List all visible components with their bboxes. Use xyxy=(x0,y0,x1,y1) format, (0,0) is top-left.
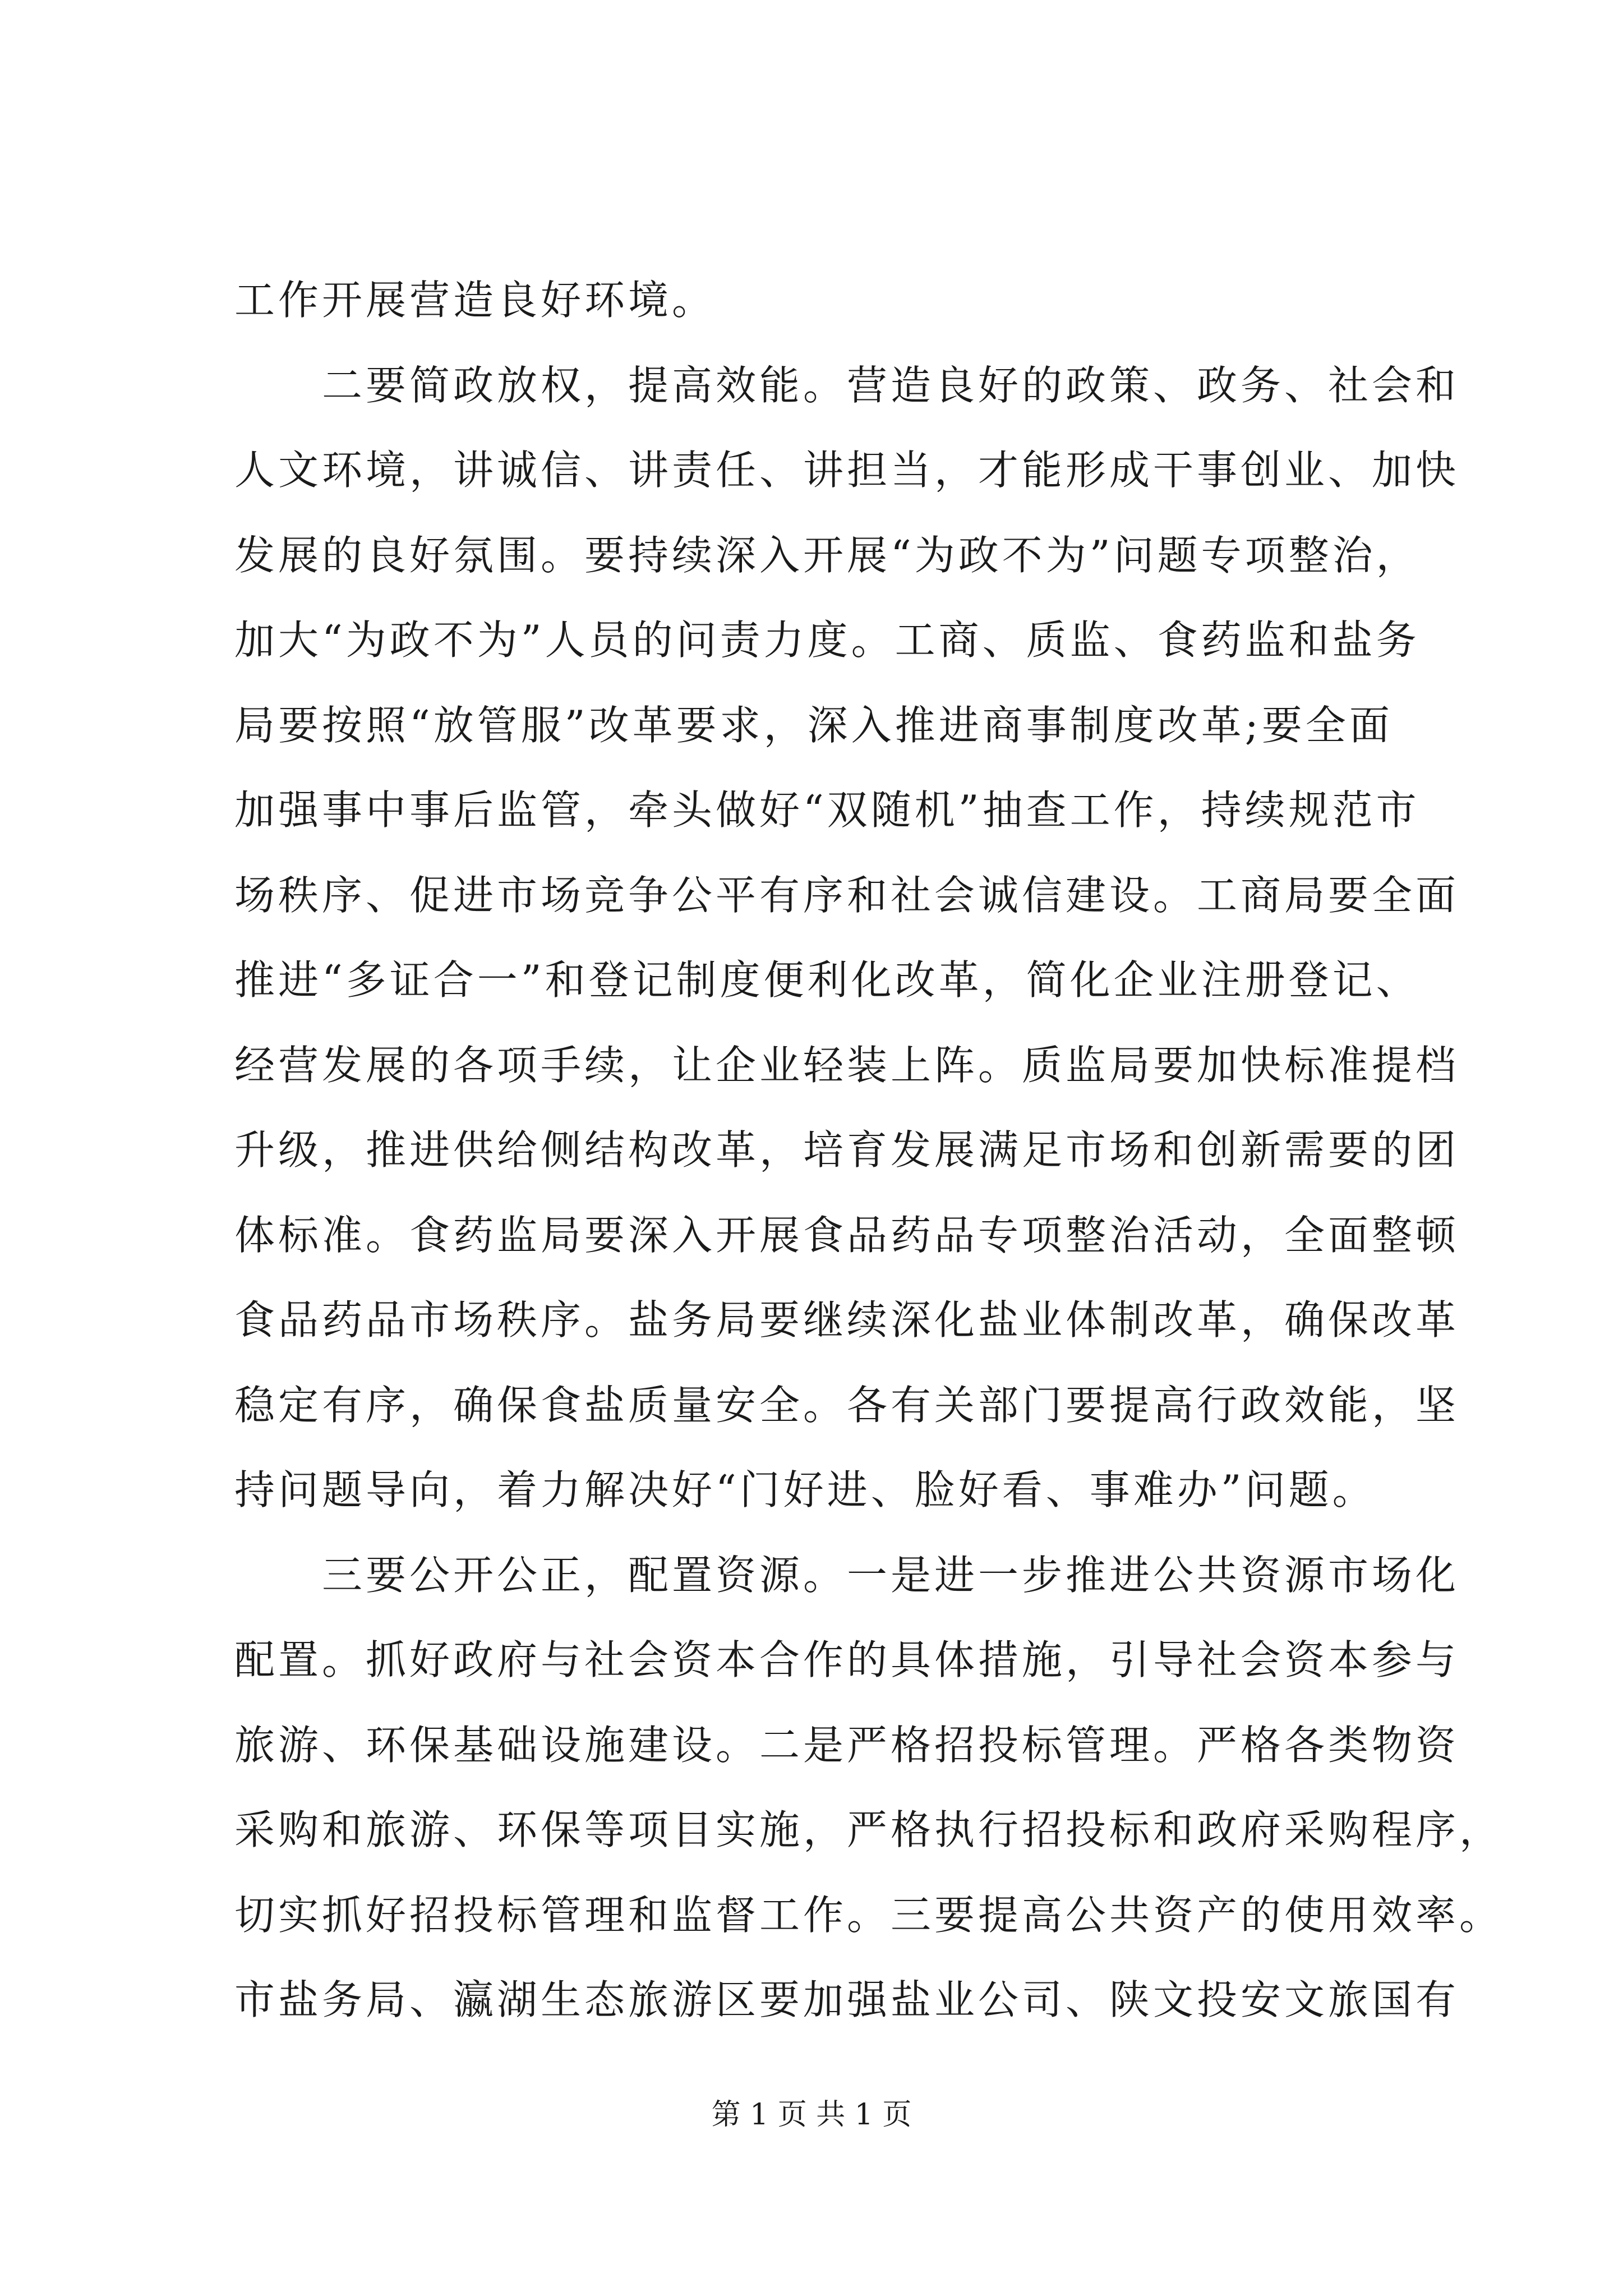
text-line: 稳定有序，确保食盐质量安全。各有关部门要提高行政效能，坚 xyxy=(234,1381,1460,1429)
text-line: 二要简政放权，提高效能。营造良好的政策、政务、社会和 xyxy=(234,361,1460,409)
text-line: 加强事中事后监管，牵头做好“双随机”抽查工作，持续规范市 xyxy=(234,786,1420,834)
page-number-label: 第 1 页 共 1 页 xyxy=(711,2098,912,2132)
text-line: 采购和旅游、环保等项目实施，严格执行招投标和政府采购程序， xyxy=(234,1806,1504,1853)
text-line: 配置。抓好政府与社会资本合作的具体措施，引导社会资本参与 xyxy=(234,1636,1460,1683)
text-line: 持问题导向，着力解决好“门好进、脸好看、事难办”问题。 xyxy=(234,1466,1376,1513)
text-line: 三要公开公正，配置资源。一是进一步推进公共资源市场化 xyxy=(234,1551,1460,1599)
text-line: 升级，推进供给侧结构改革，培育发展满足市场和创新需要的团 xyxy=(234,1126,1460,1174)
text-line: 推进“多证合一”和登记制度便利化改革，简化企业注册登记、 xyxy=(234,956,1420,1004)
page-footer xyxy=(0,2095,1623,2134)
text-line: 旅游、环保基础设施建设。二是严格招投标管理。严格各类物资 xyxy=(234,1721,1460,1769)
text-line: 局要按照“放管服”改革要求，深入推进商事制度改革;要全面 xyxy=(234,701,1393,749)
text-line: 食品药品市场秩序。盐务局要继续深化盐业体制改革，确保改革 xyxy=(234,1296,1460,1343)
text-line: 体标准。食药监局要深入开展食品药品专项整治活动，全面整顿 xyxy=(234,1211,1460,1259)
text-line: 市盐务局、瀛湖生态旅游区要加强盐业公司、陕文投安文旅国有 xyxy=(234,1976,1460,2023)
text-line: 切实抓好招投标管理和监督工作。三要提高公共资产的使用效率。 xyxy=(234,1891,1504,1939)
text-line: 加大“为政不为”人员的问责力度。工商、质监、食药监和盐务 xyxy=(234,616,1420,664)
document-body xyxy=(234,258,1504,2043)
text-line: 发展的良好氛围。要持续深入开展“为政不为”问题专项整治， xyxy=(234,531,1420,579)
text-line: 场秩序、促进市场竞争公平有序和社会诚信建设。工商局要全面 xyxy=(234,871,1460,919)
text-line: 人文环境，讲诚信、讲责任、讲担当，才能形成干事创业、加快 xyxy=(234,447,1460,494)
text-line: 工作开展营造良好环境。 xyxy=(234,277,716,324)
text-line: 经营发展的各项手续，让企业轻装上阵。质监局要加快标准提档 xyxy=(234,1041,1460,1089)
